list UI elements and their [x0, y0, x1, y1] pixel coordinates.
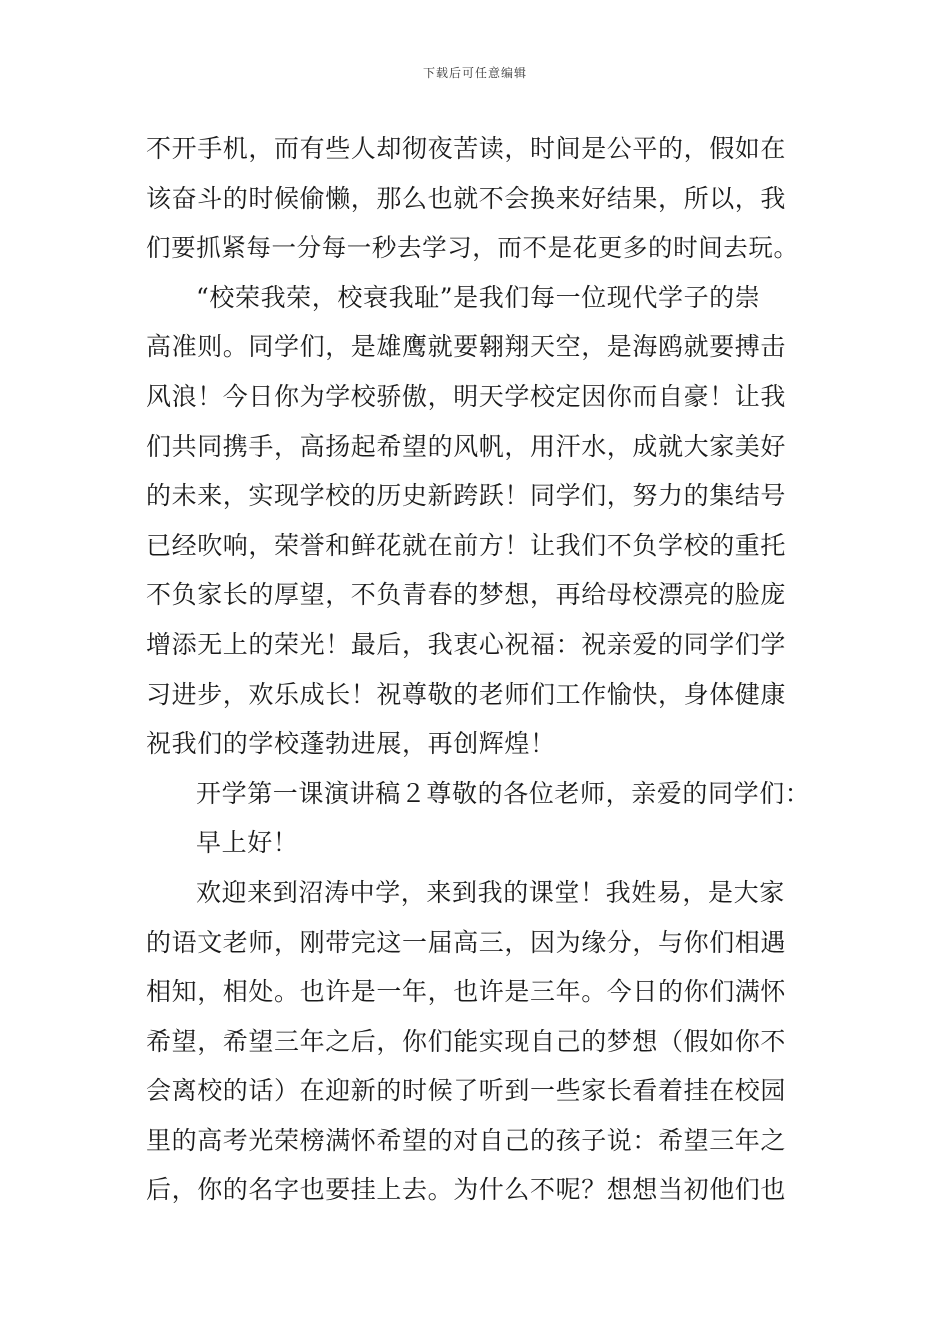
- document-body: [146, 124, 810, 1215]
- text-line: 祝我们的学校蓬勃进展，再创辉煌！: [146, 729, 556, 759]
- text-line: 的语文老师，刚带完这一届高三，因为缘分，与你们相遇: [146, 927, 787, 957]
- page-header: 下载后可任意编辑: [422, 66, 527, 80]
- text-line: 们要抓紧每一分每一秒去学习，而不是花更多的时间去玩。: [146, 233, 799, 263]
- text-line: 希望，希望三年之后，你们能实现自己的梦想（假如你不: [146, 1026, 787, 1056]
- text-line: “校荣我荣，校衰我耻”是我们每一位现代学子的崇: [196, 282, 761, 312]
- text-line: 不开手机，而有些人却彻夜苦读，时间是公平的，假如在: [146, 134, 787, 163]
- text-line: 习进步，欢乐成长！祝尊敬的老师们工作愉快，身体健康: [146, 679, 787, 709]
- text-line: 早上好！: [196, 828, 299, 858]
- text-line: 的未来，实现学校的历史新跨跃！同学们，努力的集结号: [146, 481, 787, 511]
- text-line: 已经吹响，荣誉和鲜花就在前方！让我们不负学校的重托: [146, 530, 787, 560]
- text-line: 相知，相处。也许是一年，也许是三年。今日的你们满怀: [146, 977, 787, 1007]
- text-line: 欢迎来到沼涛中学，来到我的课堂！我姓易，是大家: [196, 877, 785, 907]
- text-line: 该奋斗的时候偷懒，那么也就不会换来好结果，所以，我: [146, 183, 787, 213]
- text-line: 增添无上的荣光！最后，我衷心祝福：祝亲爱的同学们学: [146, 629, 787, 659]
- text-line: 后，你的名字也要挂上去。为什么不呢？想想当初他们也: [146, 1175, 787, 1205]
- text-line: 们共同携手，高扬起希望的风帆，用汗水，成就大家美好: [146, 431, 787, 461]
- text-line: 高准则。同学们，是雄鹰就要翱翔天空，是海鸥就要搏击: [146, 332, 787, 362]
- text-line: 不负家长的厚望，不负青春的梦想，再给母校漂亮的脸庞: [146, 580, 787, 610]
- text-line: 会离校的话）在迎新的时候了听到一些家长看着挂在校园: [146, 1076, 787, 1106]
- text-line: 开学第一课演讲稿２尊敬的各位老师，亲爱的同学们：: [196, 778, 810, 808]
- text-line: 风浪！今日你为学校骄傲，明天学校定因你而自豪！让我: [146, 381, 787, 411]
- text-line: 里的高考光荣榜满怀希望的对自己的孩子说：希望三年之: [146, 1125, 787, 1155]
